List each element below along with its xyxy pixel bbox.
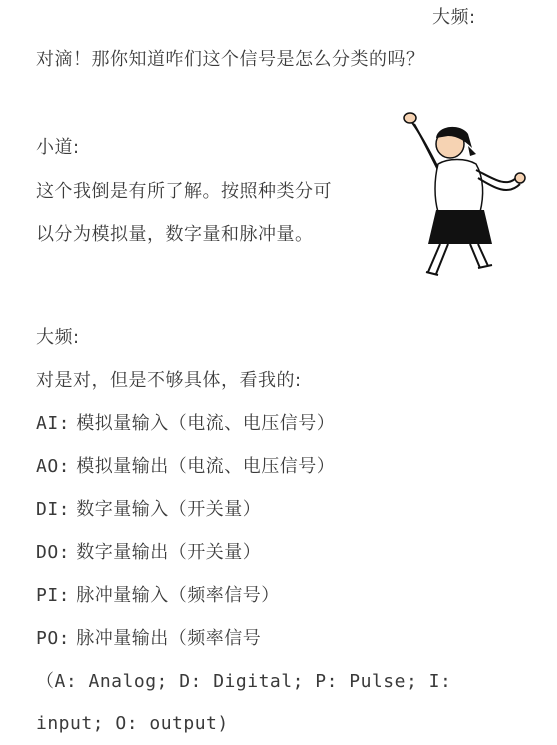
signal-code: DO: [36,542,71,563]
signal-code: AI: [36,413,71,434]
signal-code: DI: [36,499,71,520]
signal-item [36,584,280,608]
question-line: 对滴！那你知道咋们这个信号是怎么分类的吗？ [36,49,425,70]
speaker-dapin-bottom: 大频: [36,327,80,348]
signal-item [36,541,261,565]
answer-line-1: 这个我倒是有所了解。按照种类分可 [36,181,332,202]
speaker-xiaodao: 小道: [36,137,80,158]
reply-line: 对是对，但是不够具体，看我的: [36,370,302,391]
signal-desc: 脉冲量输出（频率信号 [76,628,262,649]
signal-item [36,627,261,651]
signal-item [36,498,261,522]
signal-desc: 数字量输入（开关量） [76,499,262,520]
legend-line-1: （A: Analog; D: Digital; P: Pulse; I: [36,671,452,692]
speaker-dapin-top: 大频: [432,7,476,28]
dancing-girl-icon [388,108,538,278]
signal-code: AO: [36,456,71,477]
signal-desc: 脉冲量输入（频率信号） [76,585,280,606]
signal-code: PO: [36,628,71,649]
answer-line-2: 以分为模拟量，数字量和脉冲量。 [36,224,314,245]
signal-desc: 模拟量输入（电流、电压信号） [76,413,336,434]
signal-desc: 数字量输出（开关量） [76,542,262,563]
signal-code: PI: [36,585,71,606]
signal-desc: 模拟量输出（电流、电压信号） [76,456,336,477]
legend-line-2: input; O: output) [36,713,229,734]
signal-item [36,455,335,479]
signal-item [36,412,335,436]
